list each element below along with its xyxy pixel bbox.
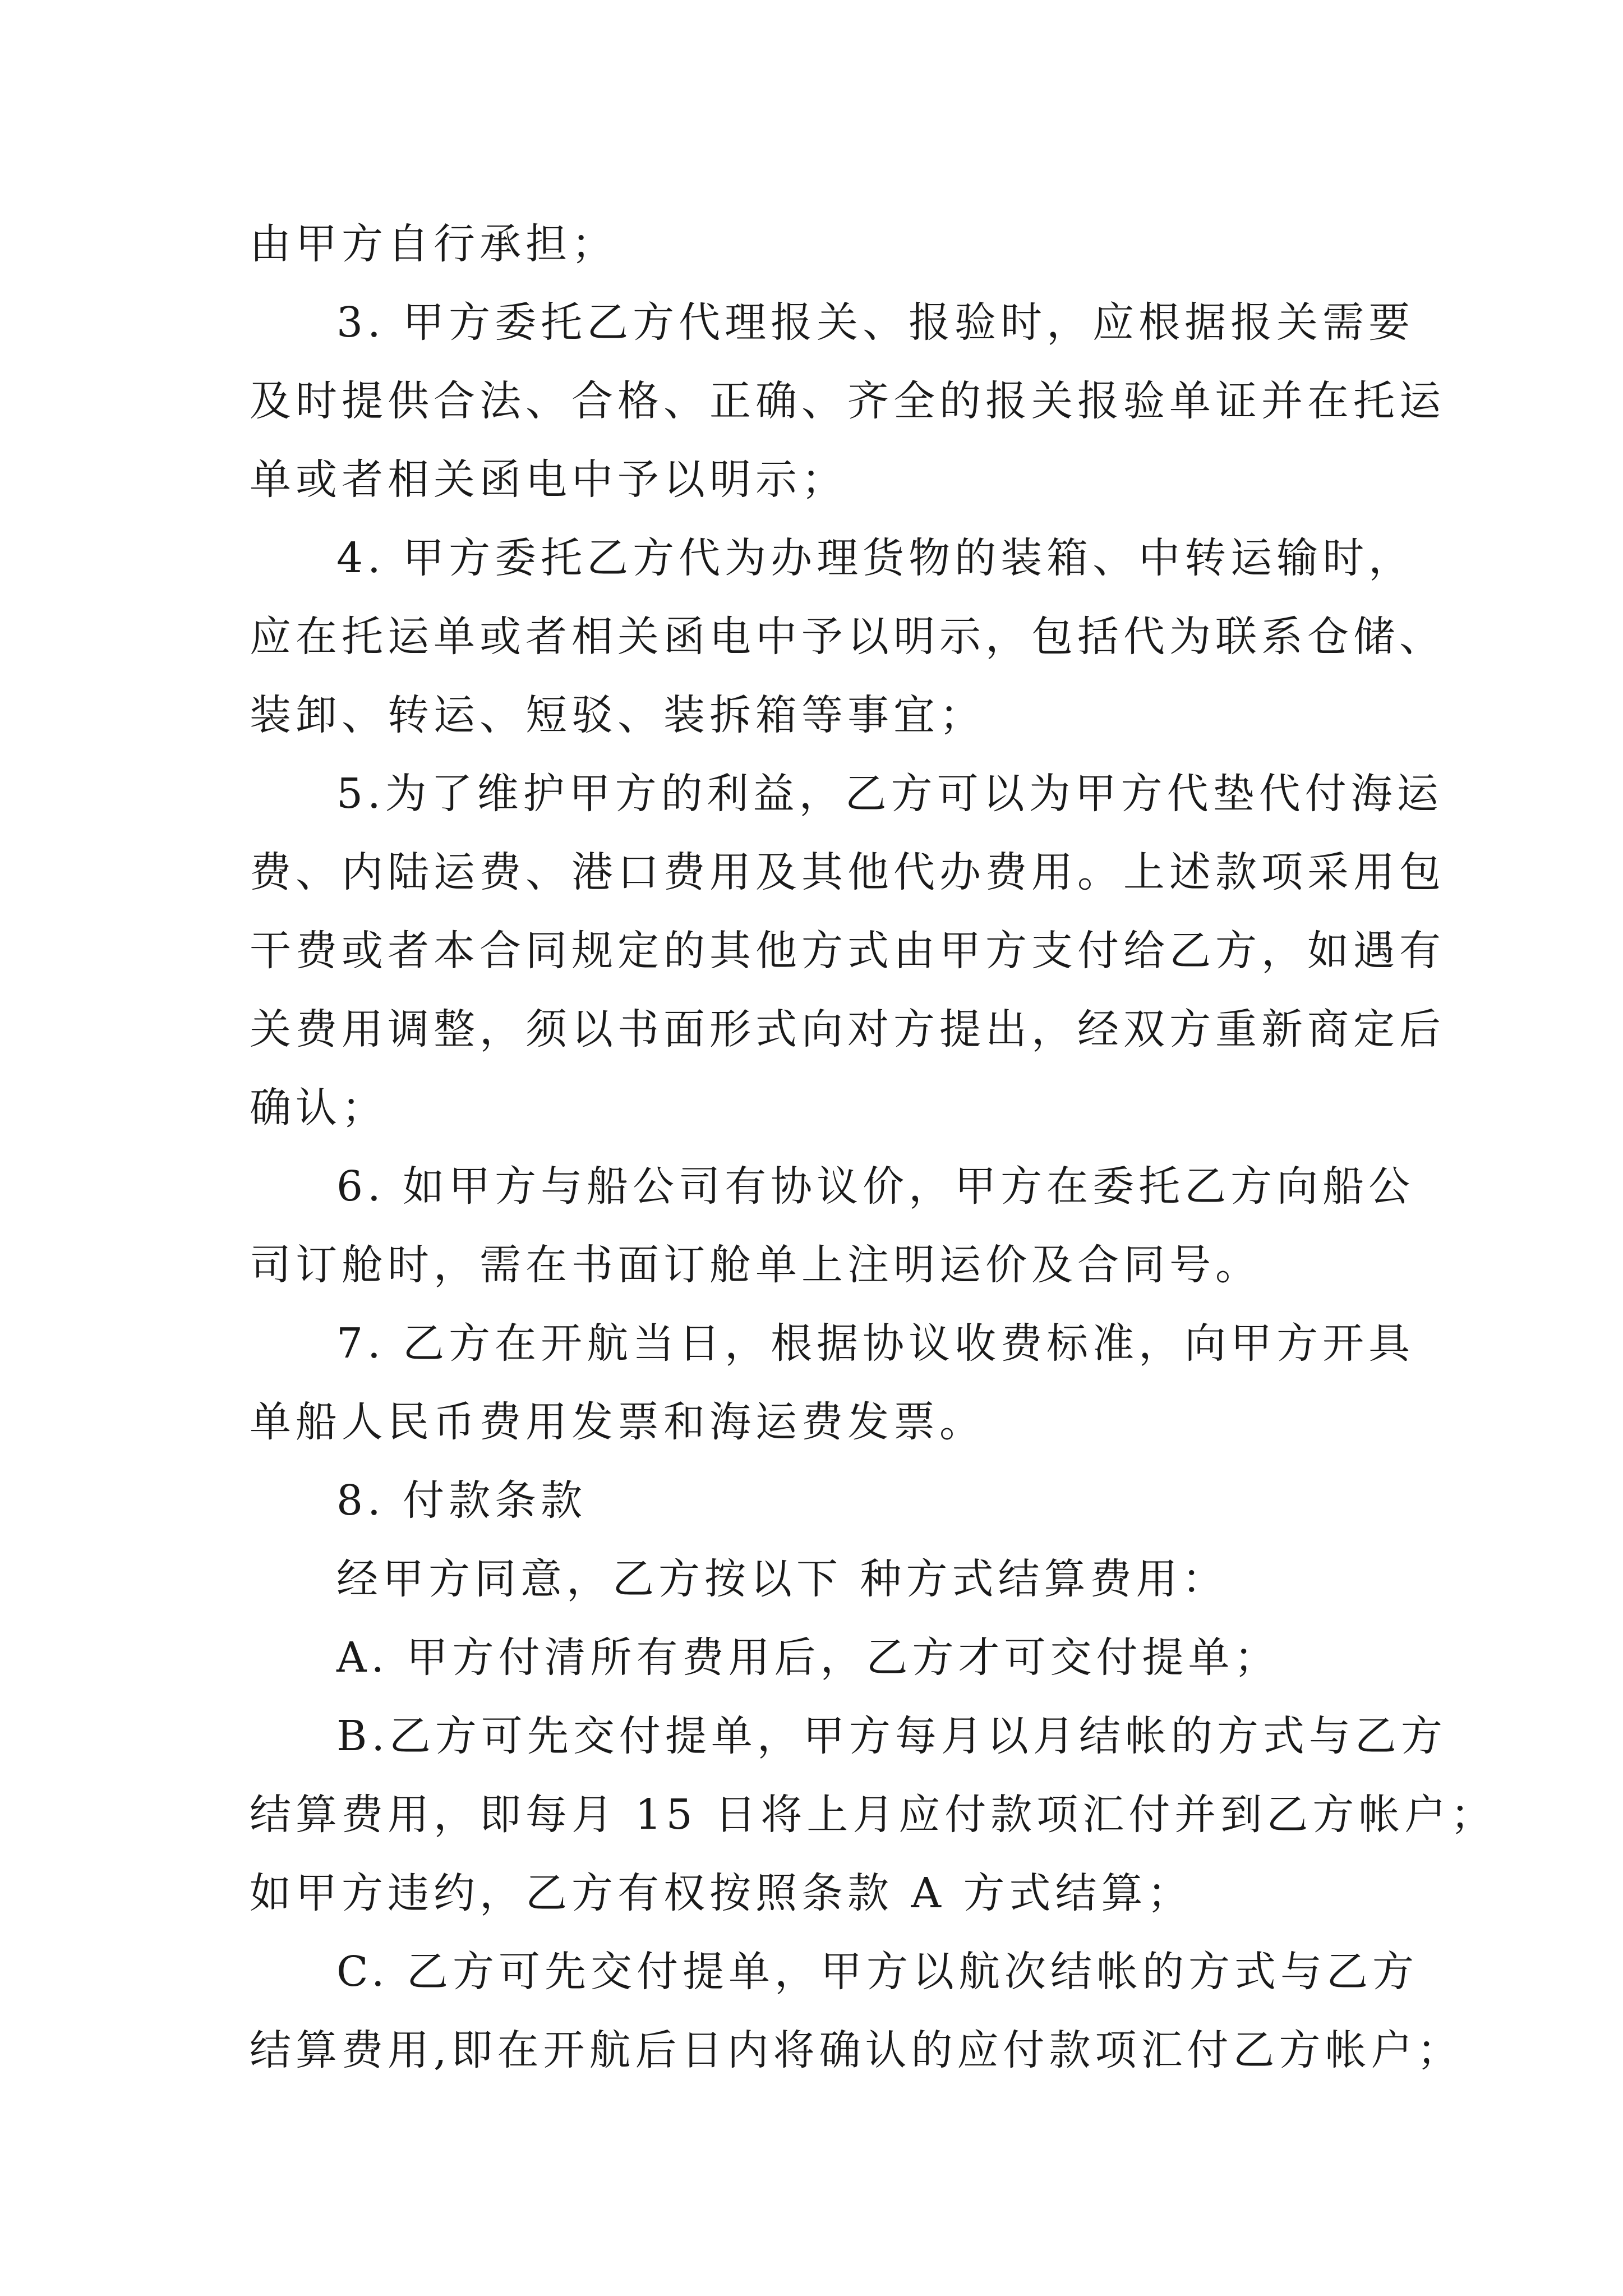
text-line: 费、内陆运费、港口费用及其他代办费用。上述款项采用包	[250, 848, 1445, 896]
text-line: 及时提供合法、合格、正确、齐全的报关报验单证并在托运	[250, 377, 1445, 425]
text-line: 结算费用,即在开航后日内将确认的应付款项汇付乙方帐户；	[250, 2026, 1463, 2074]
text-line: 7. 乙方在开航当日，根据协议收费标准，向甲方开具	[336, 1319, 1415, 1368]
text-line: 5.为了维护甲方的利益，乙方可以为甲方代垫代付海运	[336, 770, 1443, 818]
text-line: 司订舱时，需在书面订舱单上注明运价及合同号。	[250, 1241, 1261, 1289]
text-line: 4. 甲方委托乙方代为办理货物的装箱、中转运输时，	[336, 534, 1415, 582]
text-line: 经甲方同意，乙方按以下 种方式结算费用：	[336, 1555, 1228, 1603]
text-line: 装卸、转运、短驳、装拆箱等事宜；	[250, 691, 985, 739]
text-line: 单船人民币费用发票和海运费发票。	[250, 1398, 985, 1446]
text-line: 干费或者本合同规定的其他方式由甲方支付给乙方，如遇有	[250, 927, 1445, 975]
text-line: 6. 如甲方与船公司有协议价，甲方在委托乙方向船公	[336, 1162, 1415, 1211]
text-line: 关费用调整，须以书面形式向对方提出，经双方重新商定后	[250, 1005, 1445, 1053]
text-line: 如甲方违约，乙方有权按照条款 A 方式结算；	[250, 1869, 1193, 1917]
text-line: C. 乙方可先交付提单，甲方以航次结帐的方式与乙方	[336, 1948, 1419, 1996]
text-line: 8. 付款条款	[336, 1476, 587, 1525]
text-line: B.乙方可先交付提单，甲方每月以月结帐的方式与乙方	[336, 1712, 1447, 1760]
text-line: 单或者相关函电中予以明示；	[250, 455, 847, 504]
text-line: A. 甲方付清所有费用后，乙方才可交付提单；	[336, 1634, 1280, 1682]
text-line: 应在托运单或者相关函电中予以明示，包括代为联系仓储、	[250, 613, 1445, 661]
text-line: 由甲方自行承担；	[250, 220, 617, 268]
text-line: 3. 甲方委托乙方代理报关、报验时，应根据报关需要	[336, 298, 1415, 347]
text-line: 结算费用，即每月 15 日将上月应付款项汇付并到乙方帐户；	[250, 1791, 1497, 1839]
text-line: 确认；	[250, 1084, 388, 1132]
